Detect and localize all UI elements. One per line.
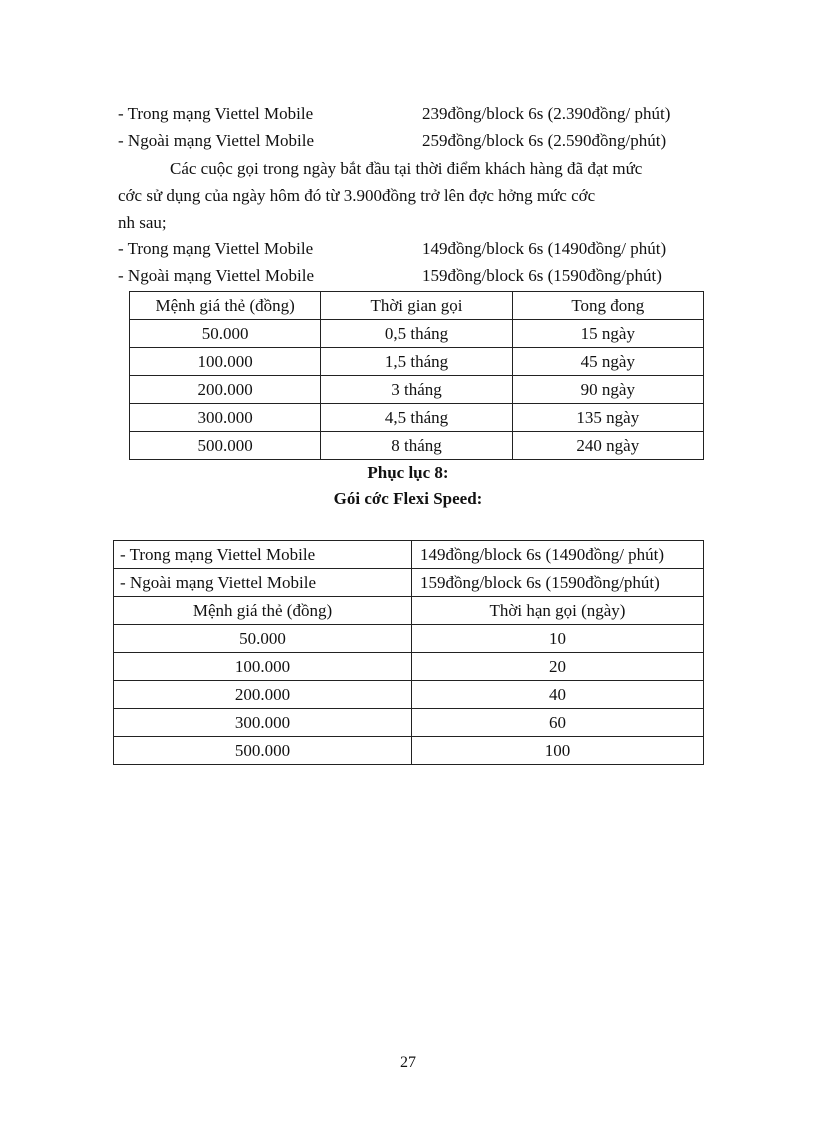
table-row (130, 376, 704, 404)
table-row (114, 653, 704, 681)
table-row (130, 348, 704, 376)
table-header-cell: Tong đong (512, 292, 703, 320)
table-cell: 20 (411, 653, 703, 681)
rate-value-out-network: 259đồng/block 6s (2.590đồng/phút) (422, 131, 667, 150)
rate-value-out-network-2: 159đồng/block 6s (1590đồng/phút) (422, 266, 662, 285)
appendix-subtitle: Gói cớc Flexi Speed: (333, 489, 483, 508)
paragraph-line-2: cớc sử dụng của ngày hôm đó từ 3.900đồng trở lên đợc hởng mức cớc (118, 186, 596, 205)
table-header-row (114, 597, 704, 625)
table-row (114, 709, 704, 737)
table-cell: 8 tháng (321, 432, 512, 460)
table-header-cell: Thời hạn gọi (ngày) (411, 597, 703, 625)
rate-label-out-network: - Ngoài mạng Viettel Mobile (118, 131, 315, 150)
rate-label-in-network: - Trong mạng Viettel Mobile (118, 104, 314, 123)
table-row (114, 681, 704, 709)
table-cell: 50.000 (130, 320, 321, 348)
table-cell: 4,5 tháng (321, 404, 512, 432)
table-cell: 40 (411, 681, 703, 709)
table-cell: 15 ngày (512, 320, 703, 348)
table-cell: 240 ngày (512, 432, 703, 460)
appendix-title: Phục lục 8: (367, 463, 449, 482)
table-cell: 10 (411, 625, 703, 653)
table-cell: 1,5 tháng (321, 348, 512, 376)
table-cell: 135 ngày (512, 404, 703, 432)
table-cell: 50.000 (114, 625, 412, 653)
rate-value-in-network-2: 149đồng/block 6s (1490đồng/ phút) (422, 239, 667, 258)
table-cell: 100 (411, 737, 703, 765)
table-cell: 200.000 (130, 376, 321, 404)
paragraph (118, 155, 700, 236)
table-cell: 200.000 (114, 681, 412, 709)
rate-value-in-network: 239đồng/block 6s (2.390đồng/ phút) (422, 104, 671, 123)
table-cell: 149đồng/block 6s (1490đồng/ phút) (411, 541, 703, 569)
table-cell: 3 tháng (321, 376, 512, 404)
table-header-cell: Thời gian gọi (321, 292, 512, 320)
table-cell: 0,5 tháng (321, 320, 512, 348)
table-cell: 100.000 (130, 348, 321, 376)
table-cell: 500.000 (114, 737, 412, 765)
paragraph-line-3: nh sau; (118, 213, 167, 232)
table-cell: 60 (411, 709, 703, 737)
flexi-speed-table (113, 540, 704, 765)
card-denomination-table (129, 291, 704, 460)
table-row (114, 625, 704, 653)
table-row (114, 569, 704, 597)
table-cell: 159đồng/block 6s (1590đồng/phút) (411, 569, 703, 597)
table-header-cell: Mệnh giá thẻ (đồng) (130, 292, 321, 320)
table-cell: 45 ngày (512, 348, 703, 376)
paragraph-line-1: Các cuộc gọi trong ngày bắt đầu tại thời điểm khách hàng đã đạt mức (170, 159, 643, 178)
table-row (130, 320, 704, 348)
rate-label-in-network-2: - Trong mạng Viettel Mobile (118, 239, 314, 258)
table-cell: - Trong mạng Viettel Mobile (114, 541, 412, 569)
table-header-row (130, 292, 704, 320)
table-header-cell: Mệnh giá thẻ (đồng) (114, 597, 412, 625)
page-number: 27 (400, 1054, 416, 1071)
table-cell: - Ngoài mạng Viettel Mobile (114, 569, 412, 597)
table-row (114, 541, 704, 569)
table-row (130, 404, 704, 432)
table-cell: 90 ngày (512, 376, 703, 404)
table-cell: 100.000 (114, 653, 412, 681)
table-cell: 300.000 (130, 404, 321, 432)
table-row (130, 432, 704, 460)
table-cell: 500.000 (130, 432, 321, 460)
table-row (114, 737, 704, 765)
table-cell: 300.000 (114, 709, 412, 737)
rate-label-out-network-2: - Ngoài mạng Viettel Mobile (118, 266, 315, 285)
